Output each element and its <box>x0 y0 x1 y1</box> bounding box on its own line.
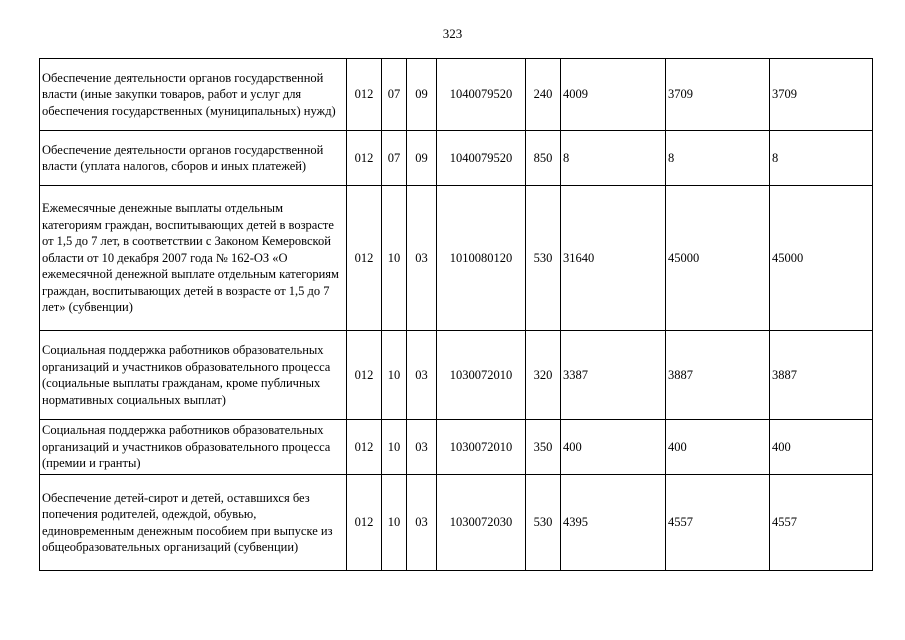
amount-year-3: 8 <box>770 131 873 186</box>
table-row <box>40 475 873 571</box>
amount-year-2: 8 <box>666 131 770 186</box>
row-description: Обеспечение деятельности органов государственной власти (уплата налогов, сборов и иных платежей) <box>40 131 347 186</box>
subsection-code: 03 <box>407 331 437 420</box>
target-article-code: 1030072010 <box>437 420 526 475</box>
section-code: 10 <box>382 186 407 331</box>
target-article-code: 1030072030 <box>437 475 526 571</box>
page-number: 323 <box>442 26 463 41</box>
expense-type-code: 530 <box>526 186 561 331</box>
expense-type-code: 240 <box>526 59 561 131</box>
ministry-code: 012 <box>347 131 382 186</box>
table-row <box>40 59 873 131</box>
amount-year-2: 45000 <box>666 186 770 331</box>
amount-year-1: 400 <box>561 420 666 475</box>
section-code: 07 <box>382 131 407 186</box>
row-description: Обеспечение деятельности органов государственной власти (иные закупки товаров, работ и услуг для обеспечения государственных (муниципальных) нужд) <box>40 59 347 131</box>
section-code: 07 <box>382 59 407 131</box>
ministry-code: 012 <box>347 420 382 475</box>
amount-year-2: 4557 <box>666 475 770 571</box>
section-code: 10 <box>382 475 407 571</box>
amount-year-2: 3709 <box>666 59 770 131</box>
target-article-code: 1010080120 <box>437 186 526 331</box>
amount-year-1: 8 <box>561 131 666 186</box>
expense-type-code: 350 <box>526 420 561 475</box>
amount-year-3: 45000 <box>770 186 873 331</box>
amount-year-1: 3387 <box>561 331 666 420</box>
amount-year-3: 3887 <box>770 331 873 420</box>
amount-year-3: 3709 <box>770 59 873 131</box>
target-article-code: 1040079520 <box>437 59 526 131</box>
subsection-code: 09 <box>407 59 437 131</box>
subsection-code: 03 <box>407 475 437 571</box>
table-row <box>40 131 873 186</box>
target-article-code: 1030072010 <box>437 331 526 420</box>
expense-type-code: 530 <box>526 475 561 571</box>
row-description: Обеспечение детей-сирот и детей, оставшихся без попечения родителей, одеждой, обувью, единовременным денежным пособием при выпуске из общеобразовательных организаций (субвенции) <box>40 475 347 571</box>
row-description: Социальная поддержка работников образовательных организаций и участников образовательного процесса (социальные выплаты гражданам, кроме публичных нормативных социальных выплат) <box>40 331 347 420</box>
budget-table <box>39 58 873 571</box>
ministry-code: 012 <box>347 475 382 571</box>
row-description: Ежемесячные денежные выплаты отдельным категориям граждан, воспитывающих детей в возрасте от 1,5 до 7 лет, в соответствии с Законом Кемеровской области от 10 декабря 2007 года № 162-ОЗ «О ежемесячной денежной выплате отдельным категориям граждан, воспитывающих детей в возрасте от 1,5 до 7 лет» (субвенции) <box>40 186 347 331</box>
amount-year-2: 400 <box>666 420 770 475</box>
ministry-code: 012 <box>347 59 382 131</box>
amount-year-1: 31640 <box>561 186 666 331</box>
amount-year-3: 400 <box>770 420 873 475</box>
table-row <box>40 186 873 331</box>
amount-year-1: 4395 <box>561 475 666 571</box>
ministry-code: 012 <box>347 331 382 420</box>
table-row <box>40 420 873 475</box>
ministry-code: 012 <box>347 186 382 331</box>
expense-type-code: 320 <box>526 331 561 420</box>
amount-year-1: 4009 <box>561 59 666 131</box>
subsection-code: 03 <box>407 186 437 331</box>
amount-year-2: 3887 <box>666 331 770 420</box>
subsection-code: 09 <box>407 131 437 186</box>
section-code: 10 <box>382 420 407 475</box>
subsection-code: 03 <box>407 420 437 475</box>
row-description: Социальная поддержка работников образовательных организаций и участников образовательного процесса (премии и гранты) <box>40 420 347 475</box>
table-row <box>40 331 873 420</box>
section-code: 10 <box>382 331 407 420</box>
target-article-code: 1040079520 <box>437 131 526 186</box>
expense-type-code: 850 <box>526 131 561 186</box>
amount-year-3: 4557 <box>770 475 873 571</box>
